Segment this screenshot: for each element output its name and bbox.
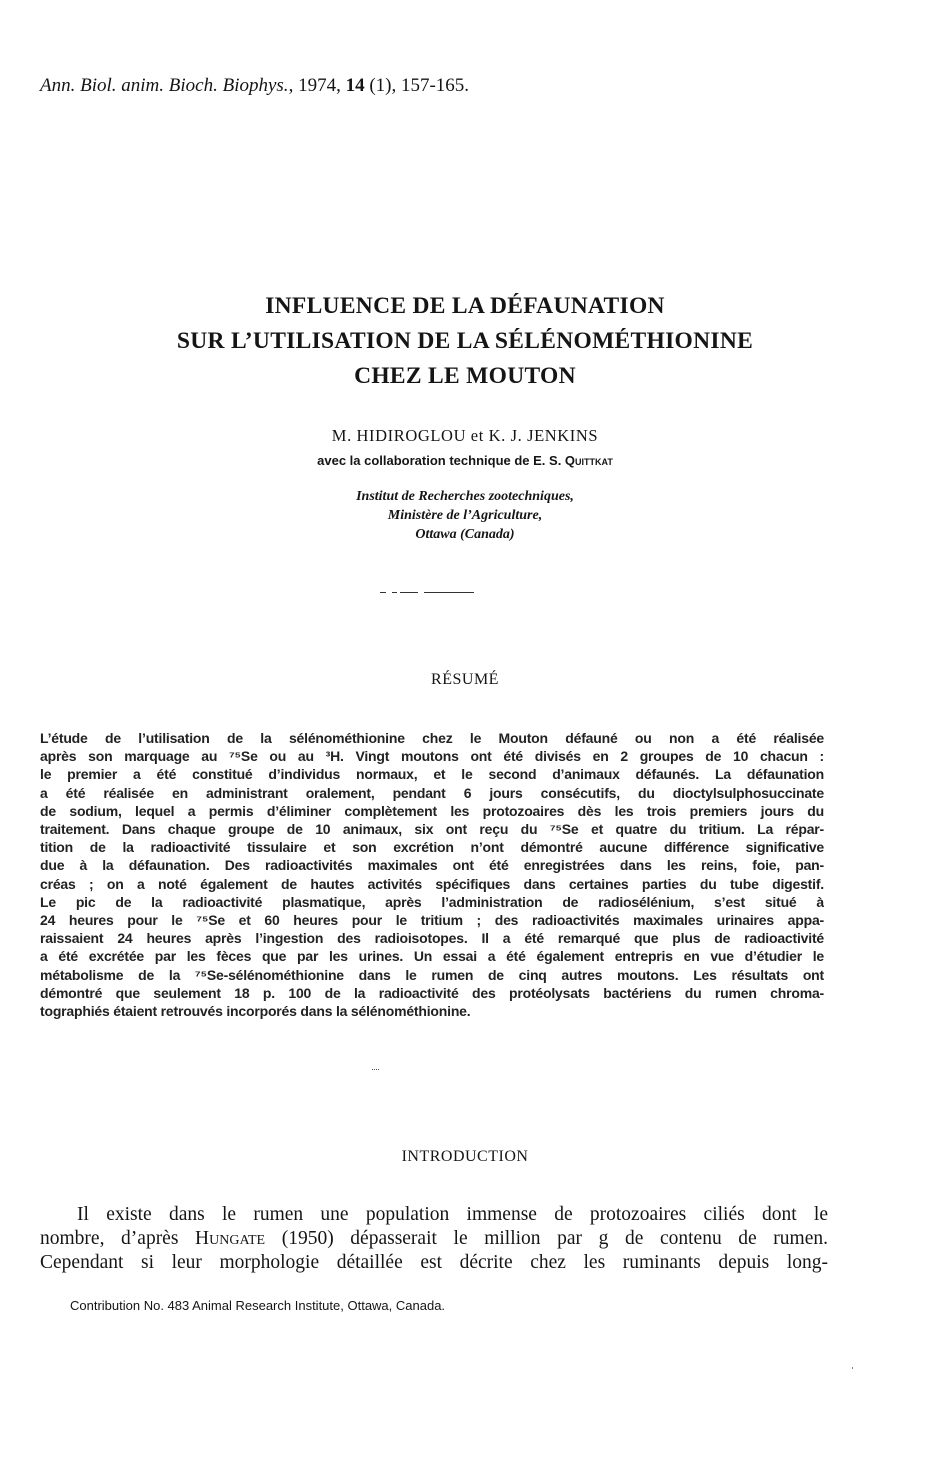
introduction-line-3: Cependant si leur morphologie détaillée est décrite chez les ruminants depuis long- xyxy=(40,1252,828,1273)
institute-line-1: Institut de Recherches zootechniques, xyxy=(356,489,574,504)
resume-line: traitement. Dans chaque groupe de 10 animaux, six ont reçu du ⁷⁵Se et quatre du tritium. La répar- xyxy=(40,821,824,838)
introduction-text xyxy=(40,1203,828,1275)
separator-dash xyxy=(400,592,418,593)
journal-volume: 14 xyxy=(345,75,365,96)
resume-text xyxy=(40,729,824,1020)
collaboration-credit xyxy=(0,453,930,468)
title-line-1: INFLUENCE DE LA DÉFAUNATION xyxy=(265,293,665,319)
resume-line: due à la défaunation. Des radioactivités maximales ont été enregistrées dans les reins, foie, pan- xyxy=(40,857,824,874)
resume-line: raissaient 24 heures après l’ingestion des radioisotopes. Il a été remarqué que plus de radioactivité xyxy=(40,930,824,947)
introduction-heading: INTRODUCTION xyxy=(401,1148,529,1165)
introduction-line-2a: nombre, d’après xyxy=(40,1228,196,1249)
page-speck xyxy=(852,1367,853,1369)
authors: M. HIDIROGLOU et K. J. JENKINS xyxy=(331,426,599,445)
separator-dash xyxy=(392,592,397,593)
journal-year: , 1974, xyxy=(288,75,346,96)
separator-dash xyxy=(424,592,474,593)
institute-affiliation xyxy=(0,487,930,544)
separator-dots xyxy=(372,1069,379,1070)
resume-line: après son marquage au ⁷⁵Se ou au ³H. Vingt moutons ont été divisés en 2 groupes de 10 chacun : xyxy=(40,748,824,765)
resume-line: 24 heures pour le ⁷⁵Se et 60 heures pour le tritium ; des radioactivités maximales urinaires appa- xyxy=(40,912,824,929)
resume-line: a été excrétée par les fèces que par les urines. Un essai a été également entrepris en vue d’étudier le xyxy=(40,948,824,965)
journal-name: Ann. Biol. anim. Bioch. Biophys. xyxy=(40,75,289,96)
journal-reference xyxy=(40,75,469,97)
footnote: Contribution No. 483 Animal Research Institute, Ottawa, Canada. xyxy=(70,1298,446,1313)
title-line-2: SUR L’UTILISATION DE LA SÉLÉNOMÉTHIONINE xyxy=(176,328,754,354)
resume-line: démontré que seulement 18 p. 100 de la radioactivité des protéolysats bactériens du rumen chroma- xyxy=(40,984,824,1001)
resume-line: de sodium, lequel a permis d’éliminer complètement les protozoaires dès les trois premiers jours du xyxy=(40,802,824,819)
article-title xyxy=(0,289,930,394)
introduction-line xyxy=(40,1251,828,1275)
journal-pages: (1), 157-165. xyxy=(364,75,470,96)
collaborator-name: Quittkat xyxy=(564,453,613,468)
resume-line: tition de la radioactivité tissulaire et son excrétion n’ont démontré aucune différence significative xyxy=(40,839,824,856)
institute-line-2: Ministère de l’Agriculture, xyxy=(387,508,543,523)
resume-line: métabolisme de la ⁷⁵Se-sélénométhionine dans le rumen de cinq autres moutons. Les résultats ont xyxy=(40,966,824,983)
resume-line: le premier a été constitué d’individus normaux, et le second d’animaux défaunés. La défaunation xyxy=(40,766,824,783)
introduction-line-1: Il existe dans le rumen une population immense de protozoaires ciliés dont le xyxy=(77,1204,828,1225)
collaboration-prefix: avec la collaboration technique de E. S. xyxy=(317,453,565,468)
resume-line: Le pic de la radioactivité plasmatique, après l’administration de radiosélénium, s’est situé à xyxy=(40,893,824,910)
title-line-3: CHEZ LE MOUTON xyxy=(354,363,576,389)
institute-line-3: Ottawa (Canada) xyxy=(415,527,515,542)
introduction-line xyxy=(40,1227,828,1251)
separator-dash xyxy=(380,592,386,593)
resume-heading: RÉSUMÉ xyxy=(431,671,499,688)
resume-line: créas ; on a noté également de hautes activités spécifiques dans certaines parties du tube digestif. xyxy=(40,875,824,892)
resume-line: a été réalisée en administrant oralement, pendant 6 jours consécutifs, du dioctylsulphosuccinate xyxy=(40,784,824,801)
introduction-line xyxy=(40,1203,828,1227)
introduction-line-2b: (1950) dépasserait le million par g de contenu de rumen. xyxy=(265,1228,828,1249)
cited-author: Hungate xyxy=(195,1228,266,1249)
resume-line: tographiés étaient retrouvés incorporés dans la sélénométhionine. xyxy=(40,1003,471,1020)
resume-line: L’étude de l’utilisation de la sélénométhionine chez le Mouton défauné ou non a été réalisée xyxy=(40,730,824,746)
